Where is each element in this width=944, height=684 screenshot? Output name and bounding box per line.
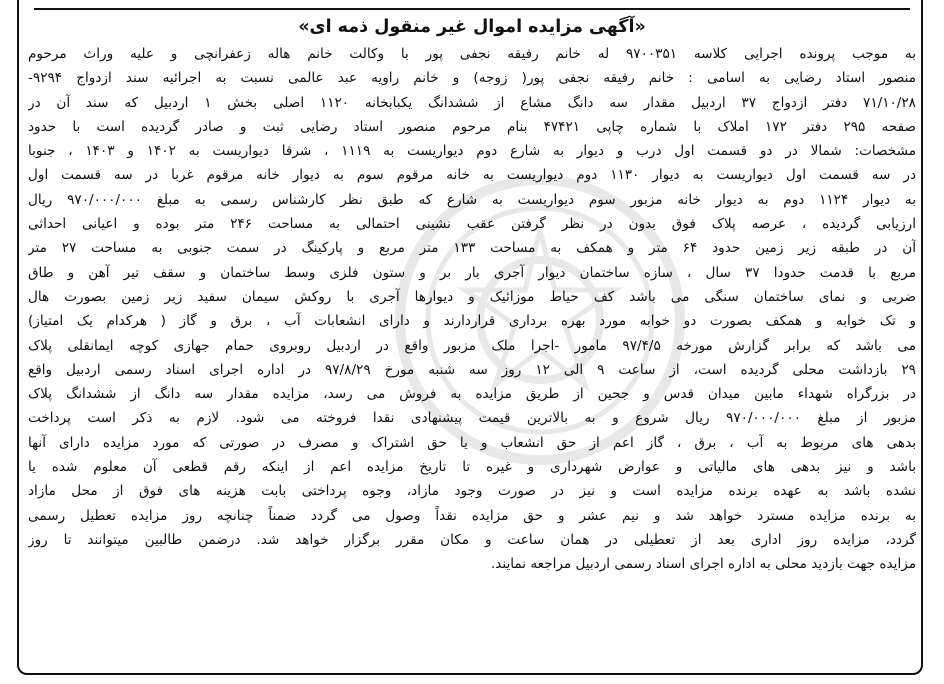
notice-line: و تک خوابه و همکف بصورت دو خوابه مورد بهره برداری قراردارند و دارای انشعابات آب ، برق و گاز ( هرکدام یک امتیاز) xyxy=(28,313,916,330)
notice-line: ۷۱/۱۰/۲۸ دفتر ازدواج ۳۷ اردبیل مقدار سه دانگ مشاع از ششدانگ یکبابخانه ۱۱۲۰ اصلی بخش ۱ اردبیل که سند آن در xyxy=(28,94,916,111)
notice-line: بدهی های مربوط به آب ، برق ، گاز اعم از حق انشعاب و یا حق اشتراک و مصرف در صورتی که مورد مزایده دارای آنها xyxy=(28,434,916,451)
notice-line: نشده باشد به عهده برنده مزایده است و نیز در صورت وجود مازاد، وجوه پرداختی بابت هزینه های فوق از محل مازاد xyxy=(28,483,916,500)
notice-line: مزبور از مبلغ ۹۷۰/۰۰۰/۰۰۰ ریال شروع و به بالاترین قیمت پیشنهادی نقدا فروخته می شود. لازم به ذکر است پرداخت xyxy=(28,410,916,427)
notice-line: در بزرگراه شهداء مابین میدان قدس و جحین از طریق مزایده به فروش می رسد، مزایده مقدار سه دانگ از ششدانگ پلاک xyxy=(28,386,916,403)
notice-line: به دیوار ۱۱۲۴ دوم به دیوار خانه مزبور سوم دیواریست به شارع که طبق نظر کارشناس رسمی به مبلغ ۹۷۰/۰۰۰/۰۰۰ ریال xyxy=(28,191,916,208)
notice-line: ارزیابی گردیده ، عرصه پلاک فوق بدون در نظر گرفتن عقب نشینی احتمالی به مساحت ۲۴۶ متر بوده و اعیانی احداثی xyxy=(28,216,916,233)
notice-line: ضربی و نمای ساختمان سنگی می باشد کف حیاط موزائیک و دیوارها آجری با روکش سیمان سفید زیر زمین بصورت هال xyxy=(28,288,916,305)
notice-line: منصور استاد رضایی به اسامی : خانم رفیقه نجفی پور( زوجه) و خانم راویه عبد عالمی نسبت به اجرائیه سند ازدواج ۹۲۹۴- xyxy=(28,70,916,87)
notice-body xyxy=(28,42,916,577)
notice-line: در سه قسمت اول دیواریست به دیوار ۱۱۳۰ دوم دیواریست به خانه مرقوم سوم به دیوار خانه مرقوم غربا در سه قسمت اول xyxy=(28,167,916,184)
notice-title: «آگهی مزایده اموال غیر منقول ذمه ای» xyxy=(298,17,646,37)
notice-line: مشخصات: شمالا در دو قسمت اول درب و دیوار به شارع دوم دیواریست به ۱۱۱۹ ، شرقا دیواریست به ۱۴۰۲ و ۱۴۰۳ ، جنوبا xyxy=(28,143,916,160)
notice-line: باشد و نیز بدهی های مالیاتی و عوارض شهرداری و غیره تا تاریخ مزایده اعم از اینکه رقم قطعی آن معلوم شده یا xyxy=(28,459,916,476)
notice-line: صفحه ۲۹۵ دفتر ۱۷۲ املاک با شماره چاپی ۴۷۴۲۱ بنام مرحوم منصور استاد رضایی ثبت و صادر گردیده است با حدود xyxy=(28,118,916,135)
notice-line: می باشد که برابر گزارش مورخه ۹۷/۴/۵ مامور -اجرا ملک مزبور واقع در اردبیل روبروی حمام جهازی کوچه ایمانقلی پلاک xyxy=(28,337,916,354)
notice-content xyxy=(28,12,916,672)
notice-line: مزایده جهت بازدید محلی به اداره اجرای اسناد رسمی اردبیل مراجعه نمایند. xyxy=(490,556,916,573)
notice-line: ۲۹ بازداشت محلی گردیده است، از ساعت ۹ الی ۱۲ روز سه شنبه مورخ ۹۷/۸/۲۹ در اداره اجرای اسناد رسمی اردبیل واقع xyxy=(28,361,916,378)
notice-line: آن در طبقه زیر زمین حدود ۶۴ متر و همکف به مساحت ۱۳۳ متر مربع و پارکینگ در سمت جنوبی به مساحت ۲۷ متر xyxy=(28,240,916,257)
notice-line: به برنده مزایده مسترد خواهد شد و نیم عشر و حق مزایده نقداً وصول می گردد ضمناً چنانچه روز مزایده تعطیل رسمی xyxy=(28,507,916,524)
notice-line: به موجب پرونده اجرایی کلاسه ۹۷۰۰۳۵۱ له خانم رفیقه نجفی پور با وکالت خانم هاله زعفرانچی و علیه وراث مرحوم xyxy=(28,46,916,62)
notice-line: گردد، مزایده روز اداری بعد از تعطیلی در همان ساعت و مکان مقرر برگزار خواهد شد. درضمن طالبین میتوانند تا روز xyxy=(28,531,916,548)
notice-line: مربع با قدمت حدودا ۳۷ سال ، سازه ساختمان دیوار آجری بار بر و ستون فلزی وسط ساختمان و سقف تیر آهن و طاق xyxy=(28,264,916,281)
